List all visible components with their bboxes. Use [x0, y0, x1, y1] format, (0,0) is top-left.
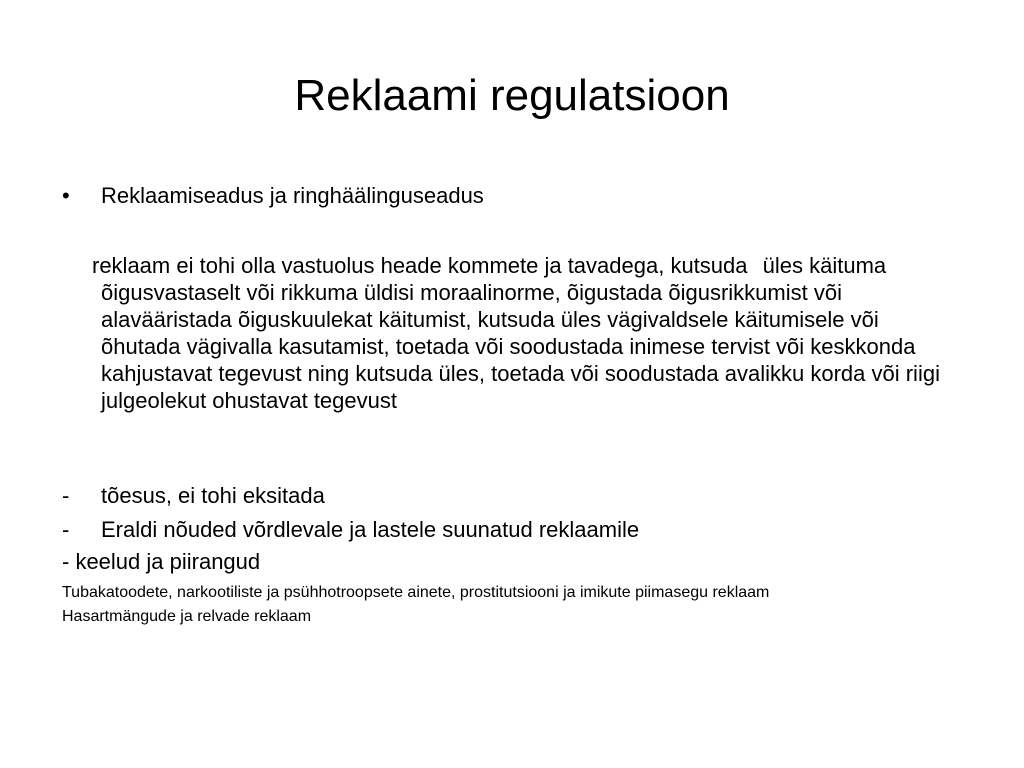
dash-item-text: tõesus, ei tohi eksitada [101, 483, 325, 508]
dash-marker: - [62, 483, 70, 508]
bullet-text: Reklaamiseadus ja ringhäälinguseadus [101, 183, 484, 208]
dash-item-text: Eraldi nõuded võrdlevale ja lastele suunatud reklaamile [101, 517, 640, 542]
dash-marker: - [62, 517, 70, 542]
paragraph-rest: üles käituma õigusvastaselt või rikkuma üldisi moraalinorme, õigustada õigusrikkumist või alavääristada õiguskuulekat käitumist, kutsuda üles vägivaldsele käitumisele või õhutada vägivalla kasutamist, toetada või soodustada inimese tervist või keskkonda kahjustavat tegevust ning kutsuda üles, toetada või soodustada avalikku korda või riigi julgeolekut ohustavat tegevust [101, 253, 940, 413]
dash-item-special-requirements [62, 516, 639, 544]
restriction-line-gambling: Hasartmängude ja relvade reklaam [62, 608, 312, 625]
paragraph-first-line: reklaam ei tohi olla vastuolus heade kommete ja tavadega, kutsuda [92, 253, 748, 278]
slide-title: Reklaami regulatsioon [294, 71, 730, 120]
bullet-item [62, 182, 484, 210]
dash-item-truthfulness [62, 482, 325, 510]
restrictions-heading: - keelud ja piirangud [62, 549, 261, 574]
bullet-marker: • [62, 183, 70, 208]
regulation-paragraph [92, 252, 961, 414]
restriction-line-tobacco: Tubakatoodete, narkootiliste ja psühhotroopsete ainete, prostitutsiooni ja imikute piimasegu reklaam [62, 584, 770, 601]
